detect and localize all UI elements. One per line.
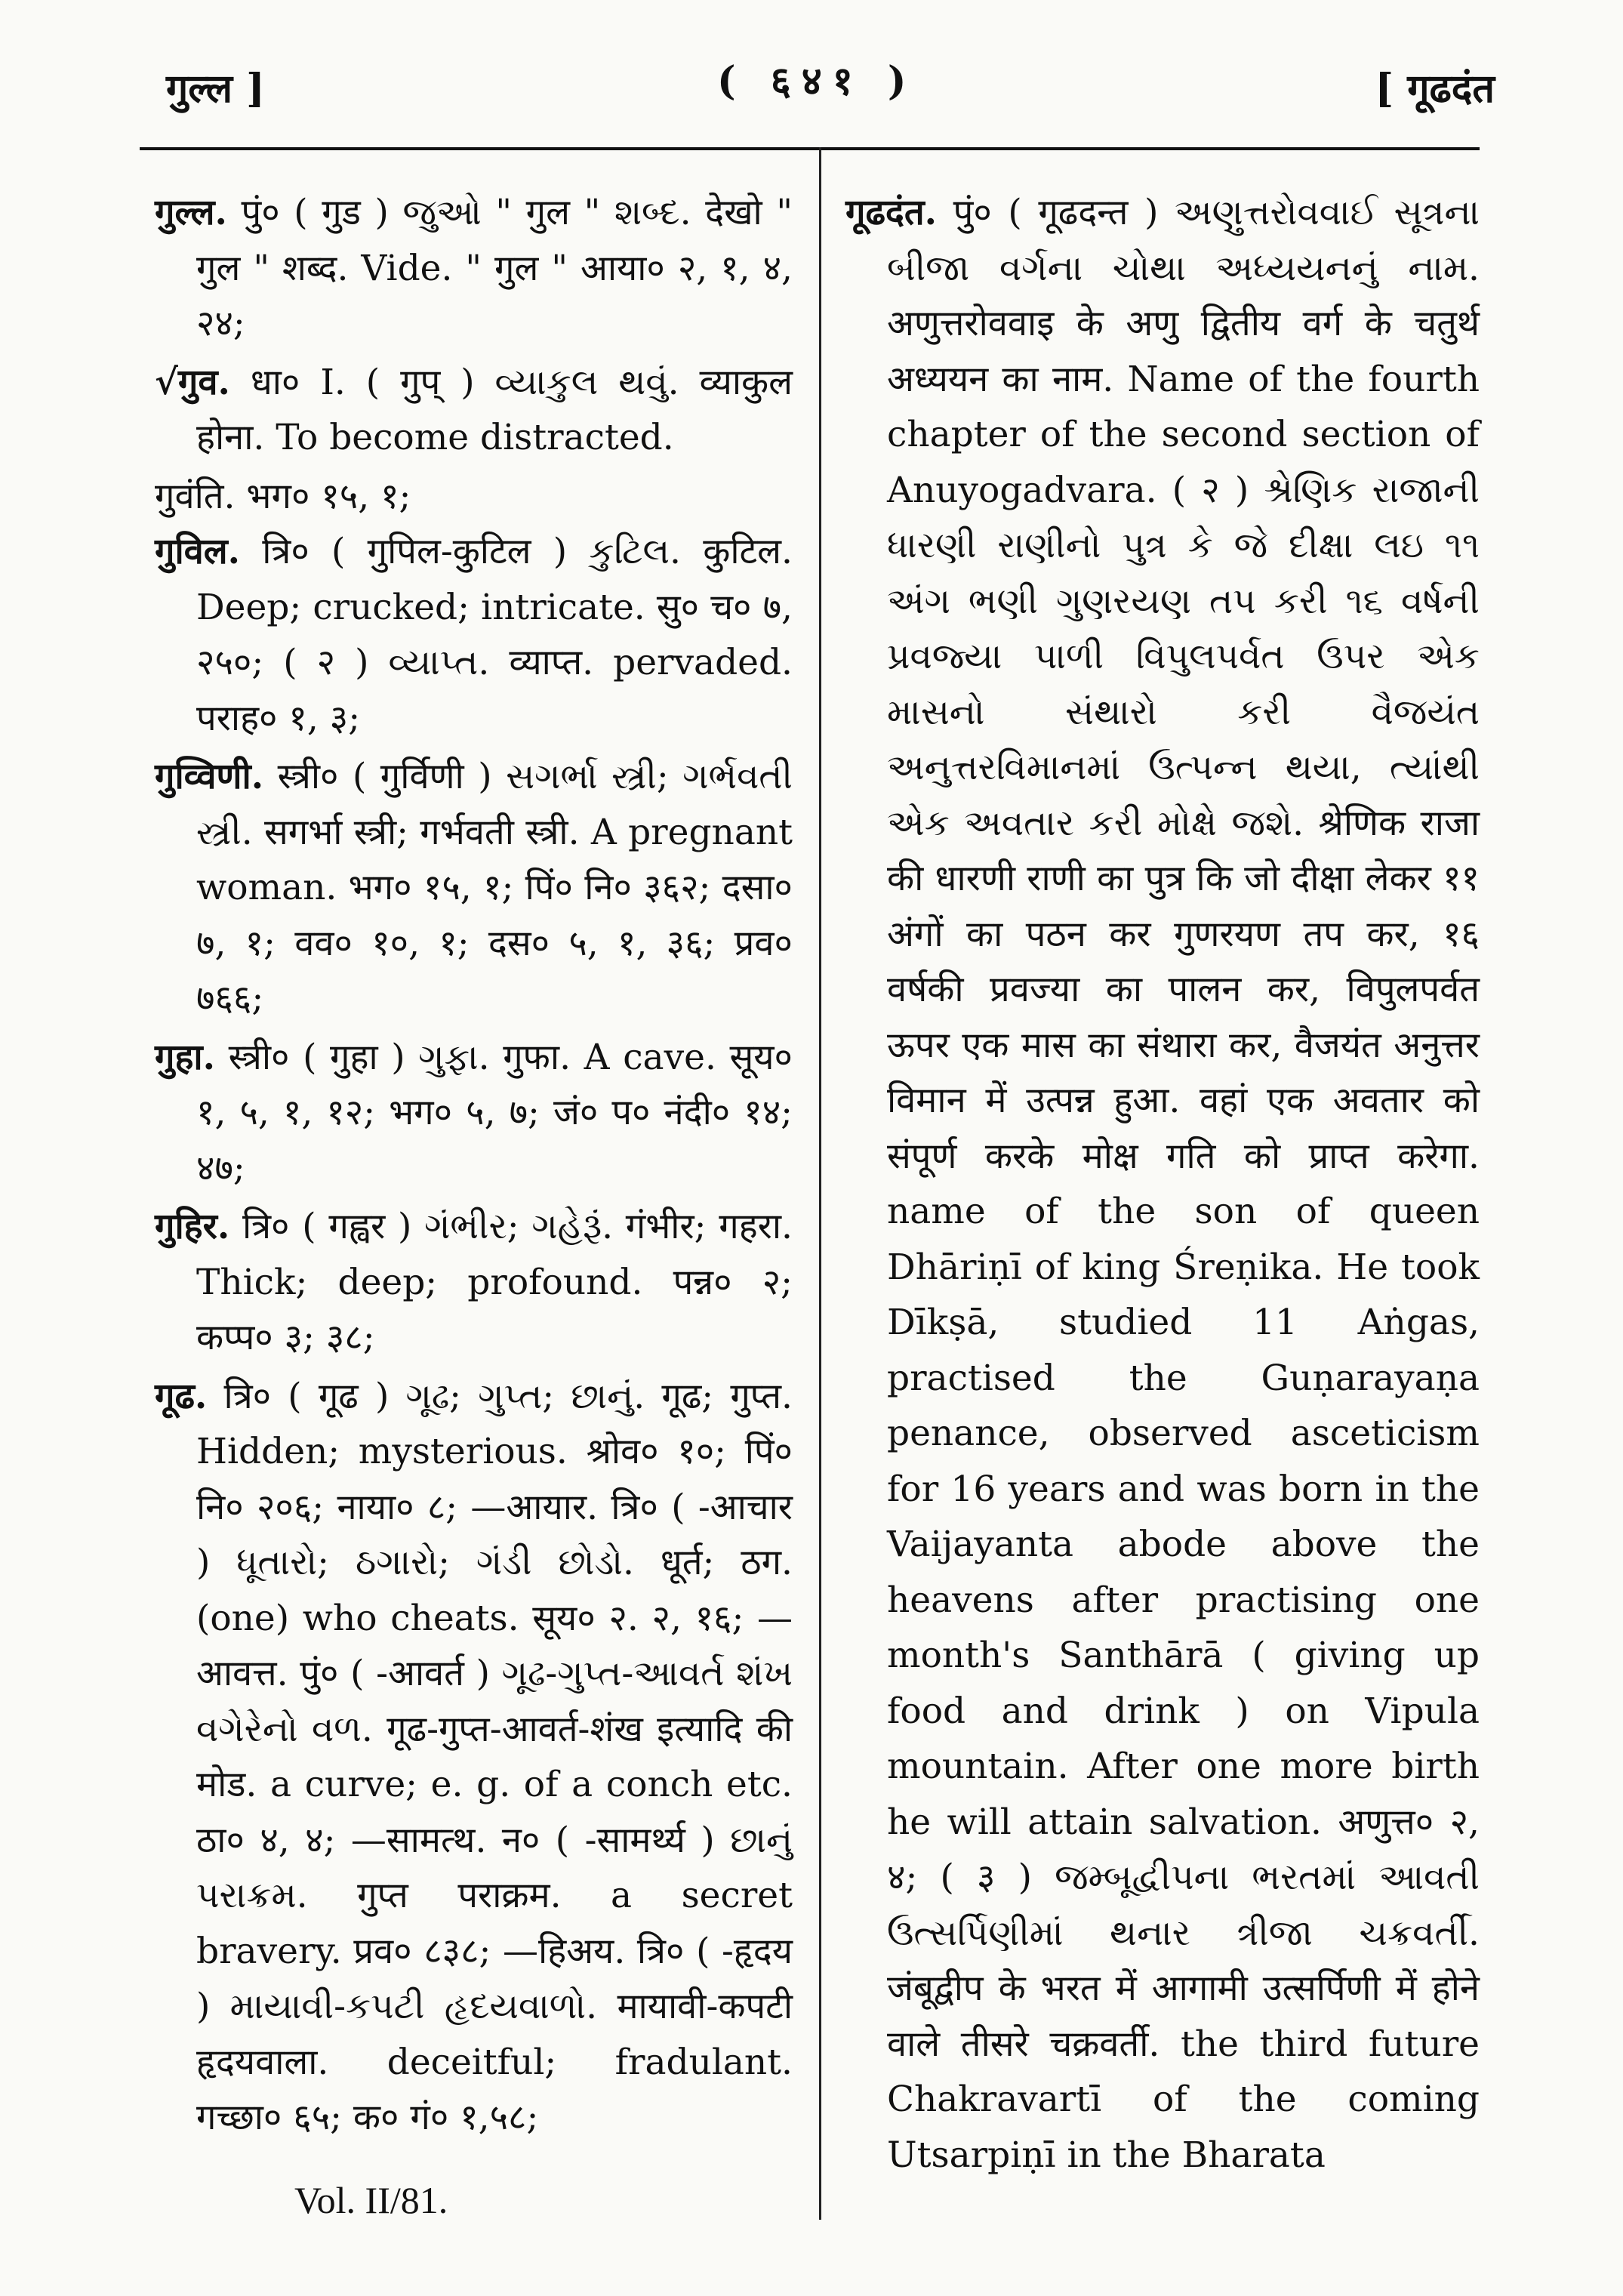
entry-definition: धा० I. ( गुप् ) વ્યાકુલ થવું. व्याकुल होना. To become distracted. xyxy=(196,361,793,458)
entry-headword: √गुव. xyxy=(155,361,230,403)
dictionary-entry xyxy=(845,185,1480,2183)
dictionary-entry xyxy=(155,469,793,525)
entry-definition: स्त्री० ( गुर्विणी ) સગર્ભા સ્ત્રી; ગર્ભવતી સ્ત્રી. सगर्भा स्त्री; गर्भवती स्त्री. A pregnant woman. भग० १५, १; पिं० नि० ३६२; दसा० ७, १; वव० १०, १; दस० ५, १, ३६; प्रव० ७६६; xyxy=(196,756,793,1019)
entry-headword: गुहिर. xyxy=(155,1206,230,1247)
entry-headword: गुव्विणी. xyxy=(155,756,264,797)
entry-headword: गुहा. xyxy=(155,1036,215,1078)
entry-definition: स्त्री० ( गुहा ) ગુફા. गुफा. A cave. सूय० १, ५, १, १२; भग० ५, ७; जं० प० नंदी० १४; ४७; xyxy=(196,1036,793,1189)
dictionary-entry xyxy=(155,1369,793,2146)
header-rule xyxy=(140,147,1480,150)
column-divider xyxy=(819,147,821,2220)
entry-headword: गूढदंत. xyxy=(845,192,938,233)
header-left-guideword: गुल्ल ] xyxy=(166,66,265,112)
dictionary-entry xyxy=(155,1199,793,1366)
entry-definition: पुं० ( गुड ) જુઓ " गुल " શબ્દ. देखो " गुल " शब्द. Vide. " गुल " आया० २, १, ४, २४; xyxy=(196,192,793,344)
dictionary-entry xyxy=(155,185,793,352)
entry-headword: गुविल. xyxy=(155,531,240,572)
header-right-guideword: [ गूढदंत xyxy=(1375,66,1495,112)
right-column xyxy=(845,185,1480,2186)
entry-definition: त्रि० ( गूढ ) ગૂઢ; ગુપ્ત; છાનું. गूढ; गुप्त. Hidden; mysterious. श्रोव० १०; पिं० नि० २०६; नाया० ८; —आयार. त्रि० ( -आचार ) ધૂતારો; ઠગારો; ગંડી છોડો. धूर्त; ठग. (one) who cheats. सूय० २. २, १६; —आवत्त. पुं० ( -आवर्त ) ગૂઢ-ગુપ્ત-આવર્ત શંખ વગેરેનો વળ. गूढ-गुप्त-आवर्त-शंख इत्यादि की मोड. a curve; e. g. of a conch etc. ठा० ४, ४; —सामत्थ. न० ( -सामर्थ्य ) છાનું પરાક્રમ. गुप्त पराक्रम. a secret bravery. प्रव० ८३८; —हिअय. त्रि० ( -हृदय ) માયાવી-કપટી હૃદયવાળો. मायावी-कपटी हृदयवाला. deceitful; fradulant. गच्छा० ६५; क० गं० १,५८; xyxy=(196,1375,793,2138)
entry-headword: गुल्ल. xyxy=(155,192,227,233)
entry-definition: गुवंति. भग० १५, १; xyxy=(155,475,411,517)
page-header xyxy=(143,45,1495,121)
left-column xyxy=(155,185,793,2149)
entry-definition: त्रि० ( गुपिल-कुटिल ) કુટિલ. कुटिल. Deep; crucked; intricate. सु० च० ७, २५०; ( २ ) વ્યાપ્ત. व्याप्त. pervaded. पराह० १, ३; xyxy=(196,531,793,739)
volume-footer: Vol. II/81. xyxy=(294,2179,448,2221)
entry-definition: त्रि० ( गह्वर ) ગંભીર; ગહેરૂં. गंभीर; गहरा. Thick; deep; profound. पन्न० २; कप्प० ३; ३८; xyxy=(196,1206,793,1358)
dictionary-entry xyxy=(155,355,793,466)
entry-definition: पुं० ( गूढदन्त ) અણુત્તરોવવાઈ સૂત્રના બીજા વર્ગના ચોથા અધ્યયનનું નામ. अणुत्तरोववाइ के अणु द्वितीय वर्ग के चतुर्थ अध्ययन का नाम. Name of the fourth chapter of the second section of Anuyogadvara. ( २ ) શ્રેણિક રાજાની ધારણી રાણીનો પુત્ર કે જે દીક્ષા લઇ ૧૧ અંગ ભણી ગુણરયણ તપ કરી ૧૬ વર્ષની પ્રવજ્યા પાળી વિપુલપર્વત ઉપર એક માસનો સંથારો કરી વૈજયંત અનુત્તરવિમાનમાં ઉત્પન્ન થયા, ત્યાંથી એક અવતાર કરી મોક્ષે જશે. श्रेणिक राजा की धारणी राणी का पुत्र कि जो दीक्षा लेकर ११ अंगों का पठन कर गुणरयण तप कर, १६ वर्षकी प्रवज्या का पालन कर, विपुलपर्वत ऊपर एक मास का संथारा कर, वैजयंत अनुत्तर विमान में उत्पन्न हुआ. वहां एक अवतार को संपूर्ण करके मोक्ष गति को प्राप्त करेगा. name of the son of queen Dhāriṇī of king Śreṇika. He took Dīkṣā, studied 11 Aṅgas, practised the Guṇarayaṇa penance, observed asceticism for 16 years and was born in the Vaijayanta abode above the heavens after practising one month's Santhārā ( giving up food and drink ) on Vipula mountain. After one more birth he will attain salvation. अणुत्त० २, ४; ( ३ ) જમ્બૂદ્વીપના ભરતમાં આવતી ઉત્સર્પિણીમાં થનાર ત્રીજા ચક્રવર્તી. जंबूद्वीप के भरत में आगामी उत्सर्पिणी में होने वाले तीसरे चक्रवर्ती. the third future Chakravartī of the coming Utsarpiṇī in the Bharata xyxy=(887,192,1480,2176)
entry-headword: गूढ. xyxy=(155,1375,208,1417)
dictionary-entry xyxy=(155,1030,793,1197)
dictionary-entry xyxy=(155,524,793,746)
dictionary-entry xyxy=(155,749,793,1027)
page-number: ( ६४१ ) xyxy=(717,58,917,104)
